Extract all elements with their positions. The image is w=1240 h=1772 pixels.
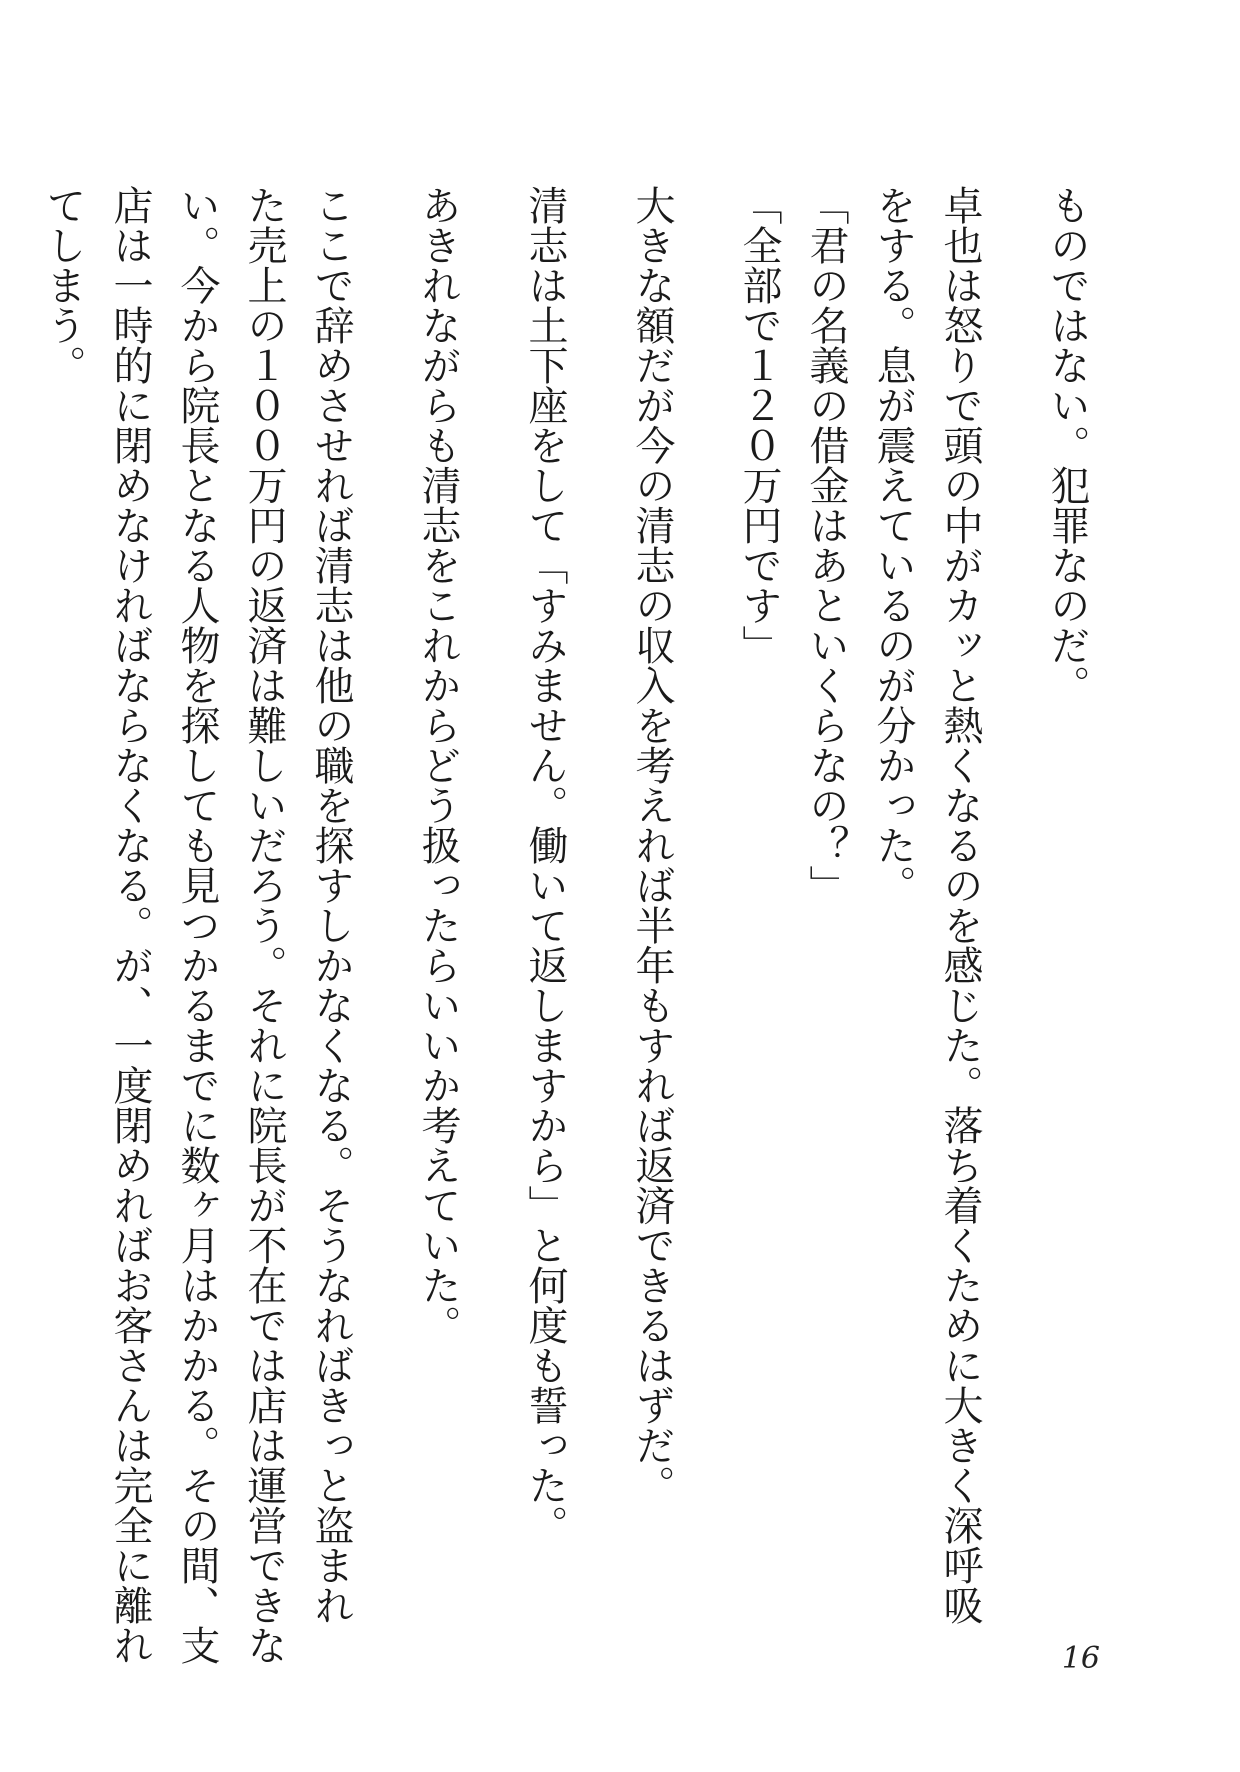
text-line: 大きな額だが今の清志の収入を考えれば半年もすれば返済できるはずだ。 [629, 185, 675, 1505]
text-line: をする。息が震えているのが分かった。 [870, 185, 916, 905]
text-line: 「全部で１２０万円です」 [736, 185, 782, 665]
page-number: 16 [1061, 1641, 1100, 1676]
text-line: た売上の１００万円の返済は難しいだろう。それに院長が不在では店は運営できな [241, 185, 287, 1665]
text-line [0, 185, 29, 1605]
text-line: 清志は土下座をして「すみません。働いて返しますから」と何度も誓った。 [522, 185, 568, 1545]
text-line: い。今から院長となる人物を探しても見つかるまでに数ヶ月はかかる。その間、支 [174, 185, 220, 1665]
text-line: ものではない。犯罪なのだ。 [1044, 185, 1090, 705]
text-line: あきれながらも清志をこれからどう扱ったらいいか考えていた。 [415, 185, 461, 1345]
text-line: 「君の名義の借金はあといくらなの？」 [803, 185, 849, 905]
text-line: 卓也は怒りで頭の中がカッと熱くなるのを感じた。落ち着くために大きく深呼吸 [937, 185, 983, 1625]
text-line: 店は一時的に閉めなければならなくなる。が、一度閉めればお客さんは完全に離れ [107, 185, 153, 1665]
text-line: てしまう。 [40, 185, 86, 385]
text-line: ここで辞めさせれば清志は他の職を探すしかなくなる。そうなればきっと盗まれ [308, 185, 354, 1625]
